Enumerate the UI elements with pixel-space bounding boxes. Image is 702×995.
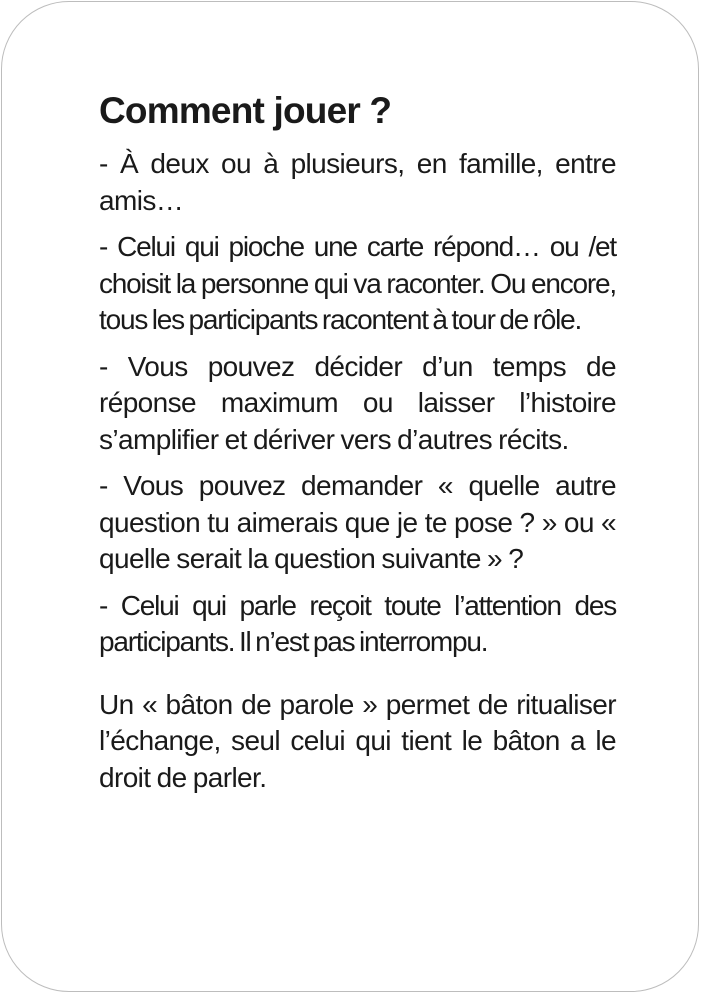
rule-paragraph-3: - Vous pouvez décider d’un temps de réponse maximum ou laisser l’histoire s’amplifier et dériver vers d’autres récits. [99, 350, 616, 455]
closing-paragraph: Un « bâton de parole » permet de ritualiser l’échange, seul celui qui tient le bâton a le droit de parler. [99, 688, 616, 793]
card-content [99, 88, 616, 806]
rule-paragraph-1: - À deux ou à plusieurs, en famille, entre amis… [99, 148, 616, 216]
rules-card [1, 1, 699, 992]
rule-paragraph-4: - Vous pouvez demander « quelle autre question tu aimerais que je te pose ? » ou « quelle serait la question suivante » ? [99, 470, 616, 574]
rule-paragraph-5: - Celui qui parle reçoit toute l’attention des participants. Il n’est pas interrompu. [99, 589, 616, 657]
card-title: Comment jouer ? [99, 90, 392, 131]
rule-paragraph-2: - Celui qui pioche une carte répond… ou /et choisit la personne qui va raconter. Ou encore, tous les participants racontent à tour de rôle. [99, 231, 616, 335]
